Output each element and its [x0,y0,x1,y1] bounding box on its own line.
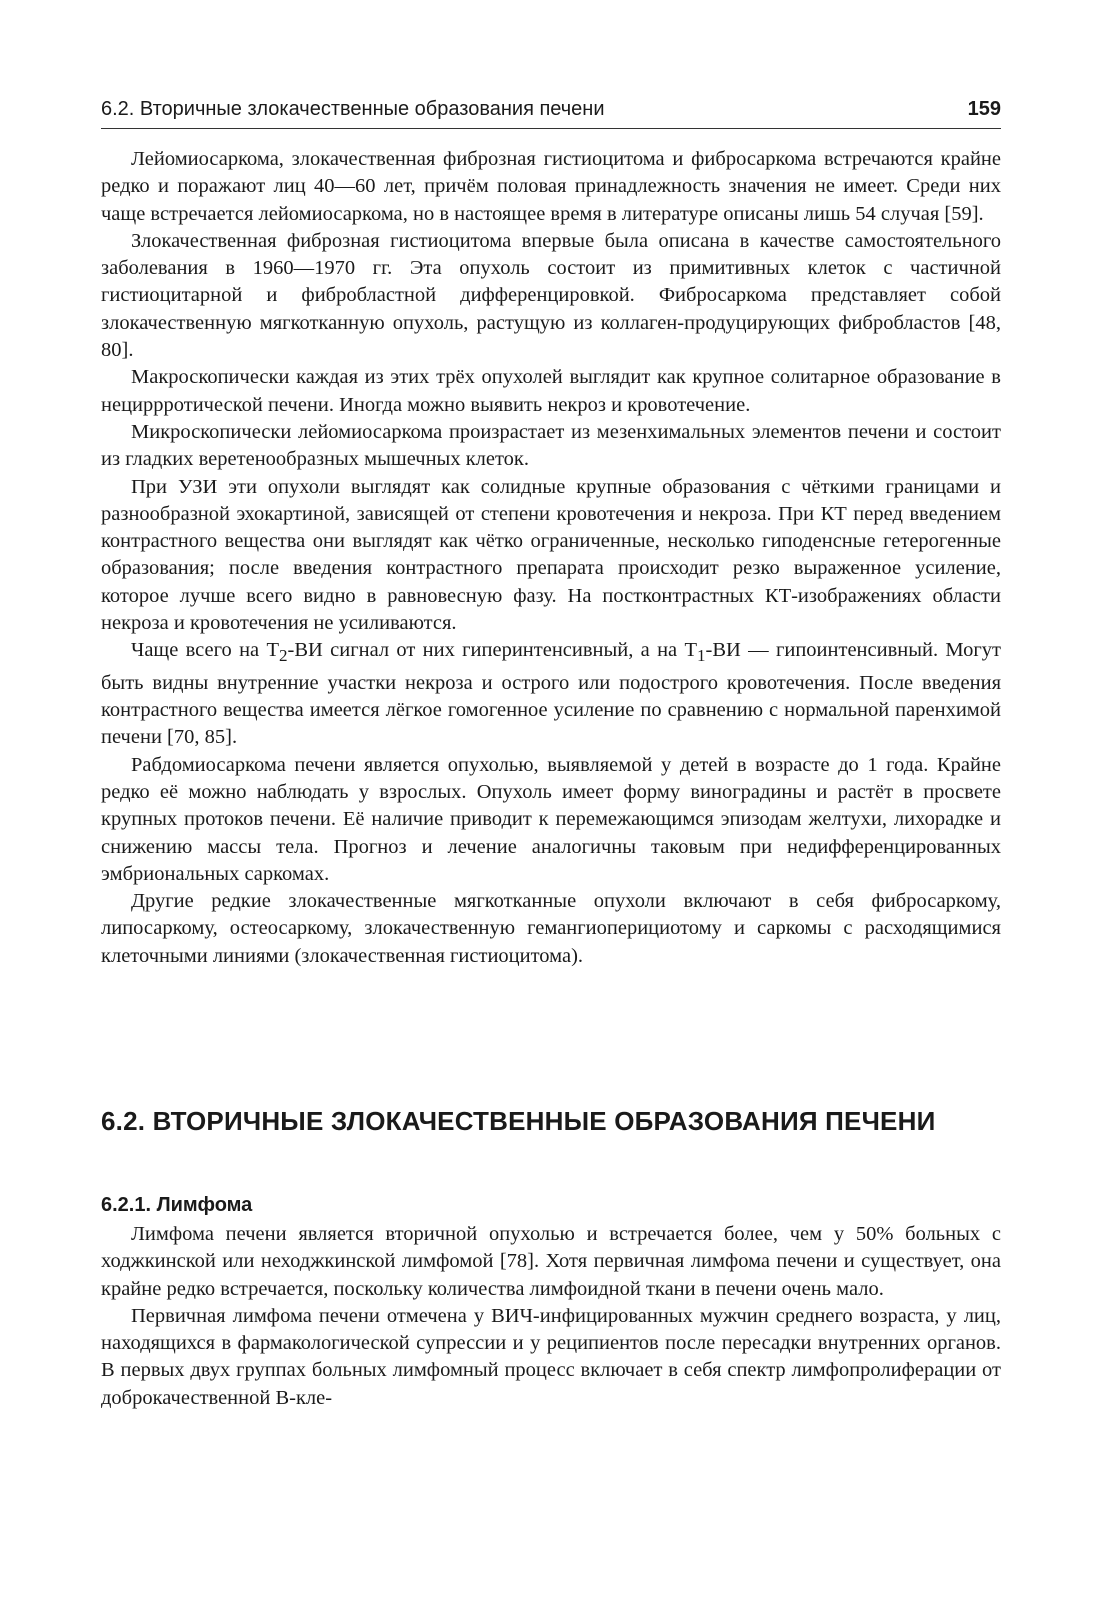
subsection-heading: 6.2.1. Лимфома [101,1194,253,1216]
text-fragment: -ВИ — гипоинтенсивный. Могут быть видны внутренние участки некроза и острого или подострого кровотечения. После введения контрастного вещества имеется лёгкое гомогенное усиление по сравнению с нормальной паренхимой печени [70, 85]. [101,639,1001,749]
paragraph: Лимфома печени является вторичной опухолью и встречается более, чем у 50% больных с ходжкинской или неходжкинской лимфомой [78]. Хотя первичная лимфома печени и существует, она крайне редко встречается, поскольку количества лимфоидной ткани в печени очень мало. [101,1223,1001,1300]
paragraph: При УЗИ эти опухоли выглядят как солидные крупные образования с чёткими границами и разнообразной эхокартиной, зависящей от степени кровотечения и некроза. При КТ перед введением контрастного вещества они выглядят как чётко ограниченные, несколько гиподенсные гетерогенные образования; после введения контрастного препарата происходит резко выраженное усиление, которое лучше всего видно в равновесную фазу. На постконтрастных КТ-изображениях области некроза и кровотечения не усиливаются. [101,475,1001,635]
running-header [101,96,1001,129]
paragraph: Другие редкие злокачественные мягкотканные опухоли включают в себя фибросаркому, липосаркому, остеосаркому, злокачественную гемангиоперициотому и саркомы с расходящимися клеточными линиями (злокачественная гистиоцитома). [101,890,1001,967]
running-title: 6.2. Вторичные злокачественные образования печени [101,98,605,120]
text-fragment: Чаще всего на T [131,639,279,662]
body-text-bottom [101,1221,1001,1412]
subscript: 1 [696,646,706,666]
paragraph: Злокачественная фиброзная гистиоцитома впервые была описана в качестве самостоятельного заболевания в 1960—1970 гг. Эта опухоль состоит из примитивных клеток с частичной гистиоцитарной и фибробластной дифференцировкой. Фибросаркома представляет собой злокачественную мягкотканную опухоль, растущую из коллаген-продуцирующих фибробластов [48, 80]. [101,229,1001,362]
paragraph: Первичная лимфома печени отмечена у ВИЧ-инфицированных мужчин среднего возраста, у лиц, находящихся в фармакологической супрессии и у реципиентов после пересадки внутренних органов. В первых двух группах больных лимфомный процесс включает в себя спектр лимфопролиферации от доброкачественной В-кле- [101,1304,1001,1409]
section-heading: 6.2. ВТОРИЧНЫЕ ЗЛОКАЧЕСТВЕННЫЕ ОБРАЗОВАНИЯ ПЕЧЕНИ [101,1106,936,1136]
paragraph: Лейомиосаркома, злокачественная фиброзная гистиоцитома и фибросаркома встречаются крайне редко и поражают лиц 40—60 лет, причём половая принадлежность значения не имеет. Среди них чаще встречается лейомиосаркома, но в настоящее время в литературе описаны лишь 54 случая [59]. [101,148,1001,225]
paragraph: Макроскопически каждая из этих трёх опухолей выглядит как крупное солитарное образование в нециррротической печени. Иногда можно выявить некроз и кровотечение. [101,366,1001,416]
paragraph: Микроскопически лейомиосаркома произрастает из мезенхимальных элементов печени и состоит из гладких веретенообразных мышечных клеток. [101,420,1001,471]
page-number: 159 [967,98,1001,120]
subscript: 2 [278,646,288,666]
paragraph: Рабдомиосаркома печени является опухолью, выявляемой у детей в возрасте до 1 года. Крайне редко её можно наблюдать у взрослых. Опухоль имеет форму виноградины и растёт в просвете крупных протоков печени. Её наличие приводит к перемежающимся эпизодам желтухи, лихорадке и снижению массы тела. Прогноз и лечение аналогичны таковым при недифференцированных эмбриональных саркомах. [101,753,1001,885]
body-text-top [101,146,1001,970]
text-fragment: -ВИ сигнал от них гиперинтенсивный, а на T [287,639,697,662]
paragraph-mri [101,637,1001,751]
